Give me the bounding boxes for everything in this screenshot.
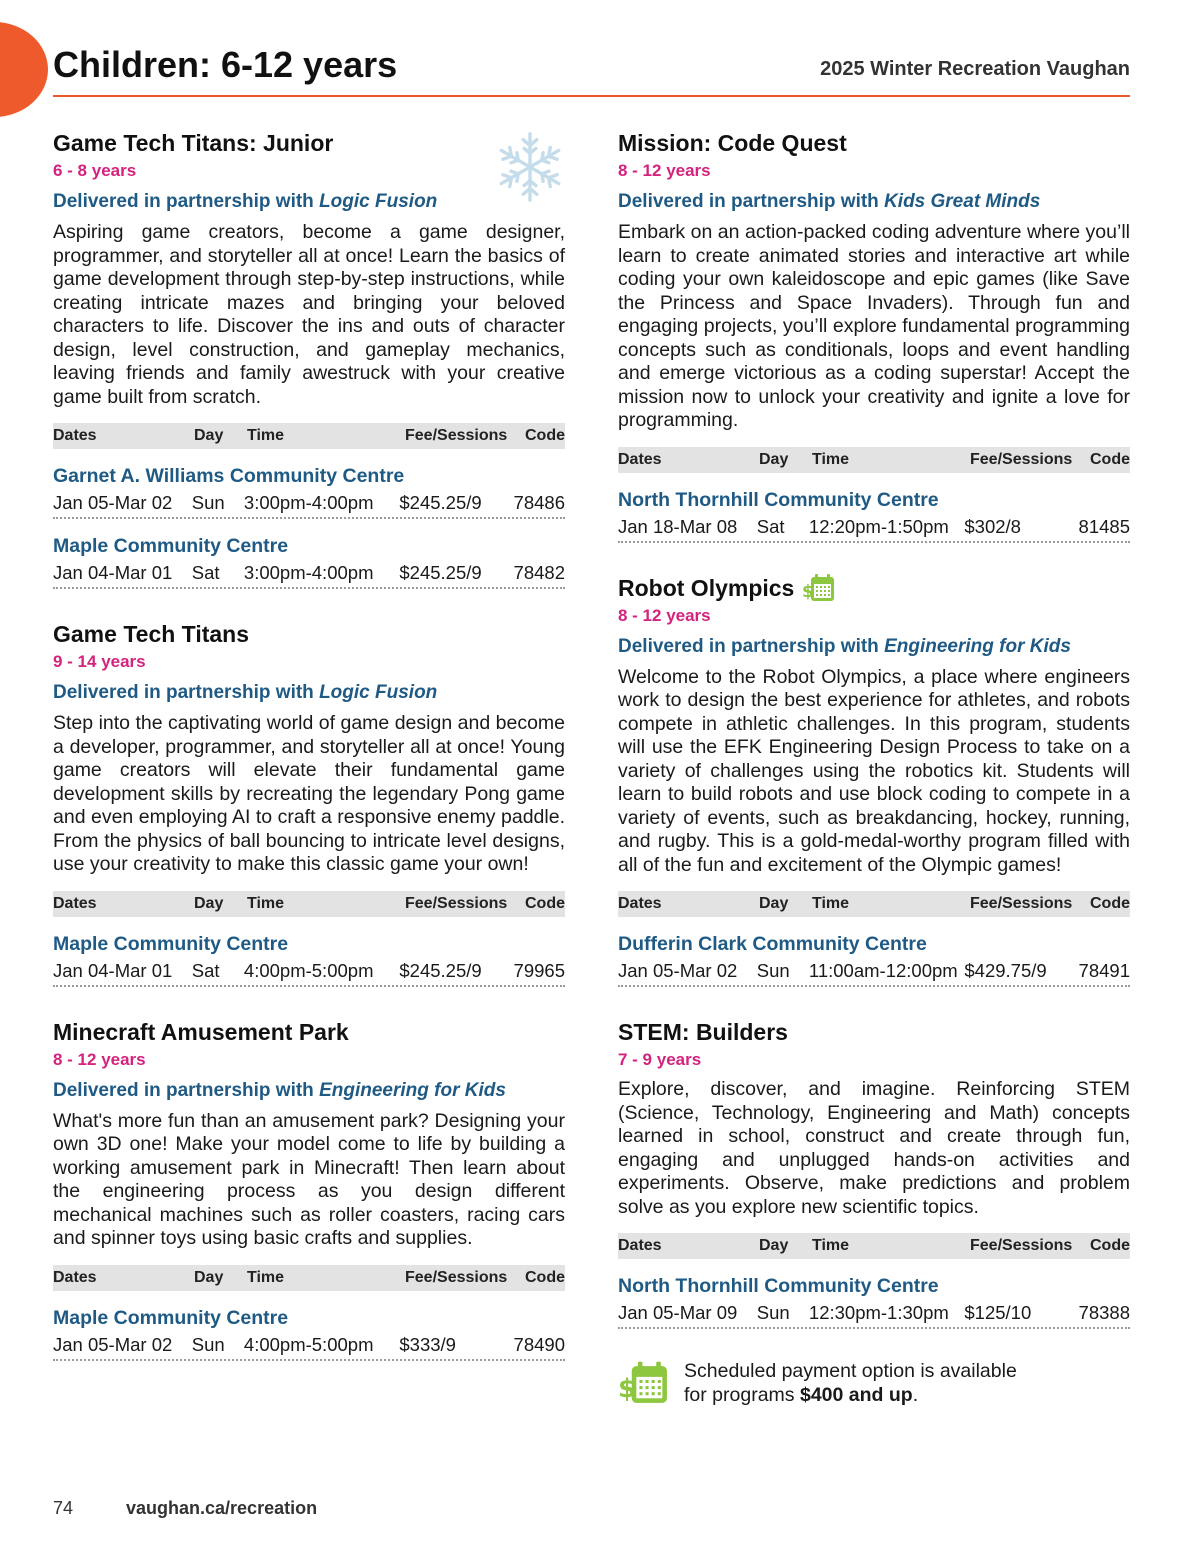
col-fee: Fee/Sessions <box>970 450 1073 468</box>
partner-prefix: Delivered in partnership with <box>618 635 879 657</box>
col-dates: Dates <box>618 895 662 912</box>
session-code: 78482 <box>513 562 565 583</box>
col-time: Time <box>812 450 850 468</box>
page-number: 74 <box>53 1498 74 1518</box>
payment-note-text <box>684 1359 1017 1407</box>
age-range: 8 - 12 years <box>618 161 711 180</box>
session-dates: Jan 05-Mar 02 <box>618 960 738 981</box>
session-fee: $302/8 <box>964 515 1021 537</box>
program-title: Robot Olympics <box>618 574 795 601</box>
venue-name: Maple Community Centre <box>53 1306 289 1329</box>
session-time: 3:00pm-4:00pm <box>243 562 374 583</box>
program-title: Minecraft Amusement Park <box>53 1018 349 1045</box>
partner-name: Logic Fusion <box>319 682 438 703</box>
col-time: Time <box>247 1268 285 1286</box>
session-code: 81485 <box>1078 515 1130 537</box>
session-code: 78490 <box>513 1333 565 1355</box>
col-day: Day <box>759 895 789 912</box>
col-code: Code <box>525 1268 565 1286</box>
col-day: Day <box>194 427 224 444</box>
venue-name: Garnet A. Williams Community Centre <box>53 465 405 487</box>
snowflake-icon <box>491 128 569 206</box>
session-code: 79965 <box>513 959 565 981</box>
payment-note-line1: Scheduled payment option is available <box>684 1360 1017 1382</box>
session-dates: Jan 05-Mar 02 <box>53 492 173 513</box>
col-code: Code <box>525 894 565 912</box>
session-time: 12:30pm-1:30pm <box>808 1302 949 1323</box>
payment-note-line2 <box>684 1383 1017 1407</box>
age-range: 6 - 8 years <box>53 161 137 180</box>
scheduled-payment-icon <box>802 573 836 603</box>
program-robot-olympics <box>618 573 1130 988</box>
col-time: Time <box>812 1237 850 1254</box>
partner-line <box>53 680 565 706</box>
program-title-row <box>618 573 1130 603</box>
partner-line <box>618 634 1130 660</box>
payment-note-prefix: for programs <box>684 1384 795 1406</box>
col-code: Code <box>525 427 565 444</box>
age-range: 8 - 12 years <box>53 1049 146 1069</box>
session-dates: Jan 04-Mar 01 <box>53 562 173 583</box>
session-dates: Jan 05-Mar 02 <box>53 1333 173 1355</box>
page-title: Children: 6-12 years <box>53 44 398 85</box>
session-row <box>618 1299 1130 1329</box>
col-fee: Fee/Sessions <box>405 1268 508 1286</box>
program-description: Embark on an action-packed coding adventure where you’ll learn to create animated stories and interactive art while coding your own kaleidoscope and epic games (like Save the Princess and Space Invaders). Through fun and engaging projects, you’ll explore fundamental programming concepts such as conditionals, loops and event handling and emerge victorious as a coding superstar! Accept the mission now to unlock your creativity and ignite a love for programming. <box>618 221 1130 431</box>
col-dates: Dates <box>53 427 97 444</box>
age-range: 7 - 9 years <box>618 1050 702 1069</box>
session-day: Sun <box>756 1302 790 1323</box>
col-day: Day <box>759 450 789 468</box>
col-time: Time <box>812 895 850 912</box>
session-time: 4:00pm-5:00pm <box>243 1333 374 1355</box>
partner-name: Engineering for Kids <box>884 635 1071 657</box>
venue-name: North Thornhill Community Centre <box>618 1275 939 1297</box>
svg-text:$: $ <box>618 1373 637 1404</box>
session-dates: Jan 05-Mar 09 <box>618 1302 738 1323</box>
program-stem-builders <box>618 1017 1130 1329</box>
payment-note <box>618 1359 1130 1407</box>
program-description: What's more fun than an amusement park? Designing your own 3D one! Make your model come to life by building a working amusement park in Minecraft! Then learn about the engineering process as you design different mechanical machines such as roller coasters, racing cars and spinner toys using basic crafts and supplies. <box>53 1109 565 1249</box>
program-description: Step into the captivating world of game design and become a developer, programmer, and storyteller all at once! Young game creators will elevate their fundamental game development skills by recreating the legendary Pong game and even employing AI to craft a responsive enemy paddle. From the physics of ball bouncing to intricate level designs, use your creativity to make this classic game your own! <box>53 712 565 875</box>
session-day: Sun <box>756 960 790 981</box>
session-time: 3:00pm-4:00pm <box>243 492 374 513</box>
session-fee: $125/10 <box>964 1302 1032 1323</box>
section-tab-marker <box>0 22 48 117</box>
session-code: 78491 <box>1078 960 1130 981</box>
session-row <box>53 559 565 589</box>
col-code: Code <box>1090 895 1130 912</box>
session-row <box>53 957 565 987</box>
partner-name: Logic Fusion <box>319 191 438 212</box>
col-day: Day <box>194 894 224 912</box>
session-fee: $245.25/9 <box>399 492 482 513</box>
session-row <box>618 957 1130 987</box>
session-time: 11:00am-12:00pm <box>808 960 958 981</box>
col-day: Day <box>194 1268 224 1286</box>
program-title: Mission: Code Quest <box>618 130 847 156</box>
session-fee: $333/9 <box>399 1333 456 1355</box>
session-code: 78388 <box>1078 1302 1130 1323</box>
svg-text:$: $ <box>802 581 815 602</box>
program-title: Game Tech Titans: Junior <box>53 130 334 156</box>
venue-name: Dufferin Clark Community Centre <box>618 933 927 955</box>
table-header <box>53 1265 565 1291</box>
session-dates: Jan 18-Mar 08 <box>618 515 738 537</box>
venue-name: Maple Community Centre <box>53 932 289 955</box>
session-day: Sun <box>191 1333 225 1355</box>
col-fee: Fee/Sessions <box>970 895 1073 912</box>
session-code: 78486 <box>513 492 565 513</box>
program-title: Game Tech Titans <box>53 621 249 647</box>
col-time: Time <box>247 894 285 912</box>
session-fee: $245.25/9 <box>399 959 482 981</box>
session-row <box>53 1331 565 1361</box>
partner-prefix: Delivered in partnership with <box>53 1079 314 1101</box>
col-code: Code <box>1090 1237 1130 1254</box>
age-range: 8 - 12 years <box>618 605 711 625</box>
table-header <box>618 891 1130 917</box>
session-fee: $429.75/9 <box>964 960 1047 981</box>
session-fee: $245.25/9 <box>399 562 482 583</box>
partner-name: Engineering for Kids <box>319 1079 506 1101</box>
session-day: Sat <box>756 515 785 537</box>
left-column <box>53 128 565 1391</box>
partner-name: Kids Great Minds <box>884 191 1041 212</box>
session-row <box>618 513 1130 543</box>
right-column <box>618 128 1130 1407</box>
col-day: Day <box>759 1237 789 1254</box>
col-dates: Dates <box>618 1237 662 1254</box>
table-header <box>53 891 565 917</box>
website-link[interactable]: vaughan.ca/recreation <box>126 1498 318 1518</box>
program-game-tech-titans <box>53 619 565 987</box>
publication-title: 2025 Winter Recreation Vaughan <box>820 58 1130 80</box>
program-title: STEM: Builders <box>618 1019 788 1045</box>
venue-name: North Thornhill Community Centre <box>618 488 939 511</box>
session-time: 12:20pm-1:50pm <box>808 515 949 537</box>
col-fee: Fee/Sessions <box>405 894 508 912</box>
col-fee: Fee/Sessions <box>970 1237 1073 1254</box>
col-time: Time <box>247 427 285 444</box>
table-header <box>53 423 565 449</box>
partner-prefix: Delivered in partnership with <box>53 682 314 703</box>
col-dates: Dates <box>618 450 662 468</box>
session-day: Sun <box>191 492 225 513</box>
scheduled-payment-icon <box>618 1360 670 1406</box>
payment-note-threshold: $400 and up <box>799 1384 913 1406</box>
table-header <box>618 447 1130 473</box>
col-dates: Dates <box>53 894 97 912</box>
col-code: Code <box>1090 450 1130 468</box>
program-description: Explore, discover, and imagine. Reinforcing STEM (Science, Technology, Engineering and Math) concepts learned in school, construct and create through fun, engaging and unplugged hands-on activities and experiments. Observe, make predictions and problem solve as you explore new scientific topics. <box>618 1078 1130 1218</box>
header-rule <box>53 95 1130 97</box>
program-mission-code-quest <box>618 128 1130 543</box>
page-footer <box>53 1498 317 1519</box>
col-dates: Dates <box>53 1268 97 1286</box>
session-day: Sat <box>191 562 220 583</box>
session-row <box>53 489 565 519</box>
session-dates: Jan 04-Mar 01 <box>53 959 173 981</box>
partner-line <box>53 1078 565 1104</box>
session-time: 4:00pm-5:00pm <box>243 959 374 981</box>
partner-prefix: Delivered in partnership with <box>53 191 314 212</box>
program-minecraft-amusement-park <box>53 1017 565 1361</box>
partner-prefix: Delivered in partnership with <box>618 191 879 212</box>
partner-line <box>53 189 565 215</box>
venue-name: Maple Community Centre <box>53 535 289 557</box>
age-range: 9 - 14 years <box>53 652 146 671</box>
program-description: Aspiring game creators, become a game designer, programmer, and storyteller all at once! Learn the basics of game development through step-by-step instructions, while creating intricate mazes and bringing your beloved characters to life. Discover the ins and outs of character design, level construction, and gameplay mechanics, leaving friends and family awestruck with your creative game built from scratch. <box>53 221 565 408</box>
col-fee: Fee/Sessions <box>405 427 508 444</box>
partner-line <box>618 189 1130 215</box>
program-description: Welcome to the Robot Olympics, a place where engineers work to design the best experience for athletes, and robots compete in athletic challenges. In this program, students will use the EFK Engineering Design Process to take on a variety of challenges using the robotics kit. Students will learn to build robots and use block coding to compete in a variety of events, such as breakdancing, hockey, running, and rugby. This is a gold-medal-worthy program filled with all of the fun and excitement of the Olympic games! <box>618 665 1130 876</box>
program-game-tech-titans-junior <box>53 128 565 589</box>
table-header <box>618 1233 1130 1259</box>
payment-note-suffix: . <box>912 1384 919 1406</box>
session-day: Sat <box>191 959 220 981</box>
